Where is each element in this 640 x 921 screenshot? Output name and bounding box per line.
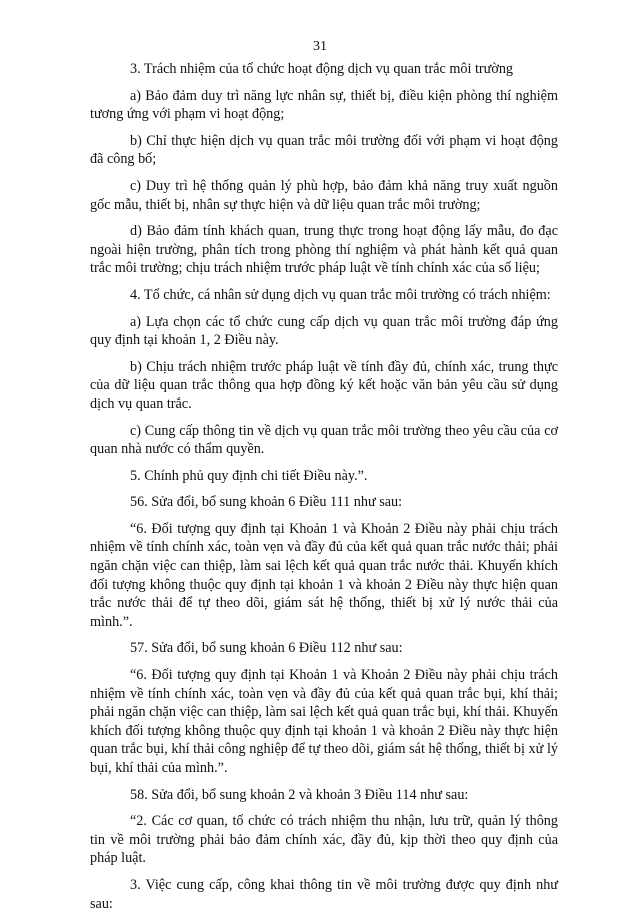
paragraph: 3. Trách nhiệm của tổ chức hoạt động dịch vụ quan trắc môi trường [130,61,514,77]
paragraph: b) Chỉ thực hiện dịch vụ quan trắc môi trường đối với phạm vi hoạt động đã công bố; [90,132,558,168]
paragraph: 56. Sửa đổi, bổ sung khoản 6 Điều 111 như sau: [130,494,403,511]
page-number: 31 [313,39,327,54]
paragraph: “6. Đối tượng quy định tại Khoản 1 và Khoản 2 Điều này phải chịu trách nhiệm về tính chính xác, toàn vẹn và đầy đủ của kết quả quan trắc nước thải; phải ngăn chặn việc can thiệp, làm sai lệch kết quả quan trắc nước thải. Khuyến khích đối tượng không thuộc quy định tại khoản 1 và khoản 2 Điều này thực hiện quan trắc nước thải để tự theo dõi, giám sát hệ thống, thiết bị xử lý nước thải của mình.”. [90,520,558,630]
paragraph: “6. Đối tượng quy định tại Khoản 1 và Khoản 2 Điều này phải chịu trách nhiệm về tính chính xác, toàn vẹn và đầy đủ của kết quả quan trắc bụi, khí thải; phải ngăn chặn việc can thiệp, làm sai lệch kết quả quan trắc bụi, khí thải. Khuyến khích đối tượng không thuộc quy định tại khoản 1 và khoản 2 Điều này thực hiện quan trắc bụi, khí thải công nghiệp để tự theo dõi, giám sát hệ thống, thiết bị xử lý bụi, khí thải của mình.”. [90,667,558,776]
paragraph: a) Lựa chọn các tổ chức cung cấp dịch vụ quan trắc môi trường đáp ứng quy định tại khoản 1, 2 Điều này. [90,313,558,349]
paragraph: 3. Việc cung cấp, công khai thông tin về môi trường được quy định như sau: [90,876,558,912]
paragraph: b) Chịu trách nhiệm trước pháp luật về tính đầy đủ, chính xác, trung thực của dữ liệu quan trắc thông qua hợp đồng ký kết hoặc văn bản yêu cầu sử dụng dịch vụ quan trắc. [90,358,558,412]
paragraph: “2. Các cơ quan, tổ chức có trách nhiệm thu nhận, lưu trữ, quản lý thông tin về môi trường phải bảo đảm chính xác, đầy đủ, kịp thời theo quy định của pháp luật. [90,813,558,867]
paragraph: 57. Sửa đổi, bổ sung khoản 6 Điều 112 như sau: [130,640,403,657]
paragraph: 5. Chính phủ quy định chi tiết Điều này.”. [130,467,368,484]
paragraph: d) Bảo đảm tính khách quan, trung thực trong hoạt động lấy mẫu, đo đạc ngoài hiện trường, phân tích trong phòng thí nghiệm và phát hành kết quả quan trắc môi trường; chịu trách nhiệm trước pháp luật về tính chính xác của số liệu; [90,223,558,277]
paragraph: 58. Sửa đổi, bổ sung khoản 2 và khoản 3 Điều 114 như sau: [130,786,469,803]
paragraph: 4. Tổ chức, cá nhân sử dụng dịch vụ quan trắc môi trường có trách nhiệm: [130,286,551,303]
paragraph: a) Bảo đảm duy trì năng lực nhân sự, thiết bị, điều kiện phòng thí nghiệm tương ứng với phạm vi hoạt động; [90,87,558,123]
paragraph: c) Duy trì hệ thống quản lý phù hợp, bảo đảm khả năng truy xuất nguồn gốc mẫu, thiết bị, nhân sự thực hiện và dữ liệu quan trắc môi trường; [90,177,558,213]
paragraph: c) Cung cấp thông tin về dịch vụ quan trắc môi trường theo yêu cầu của cơ quan nhà nước có thẩm quyền. [90,422,558,458]
document-body [90,60,558,921]
